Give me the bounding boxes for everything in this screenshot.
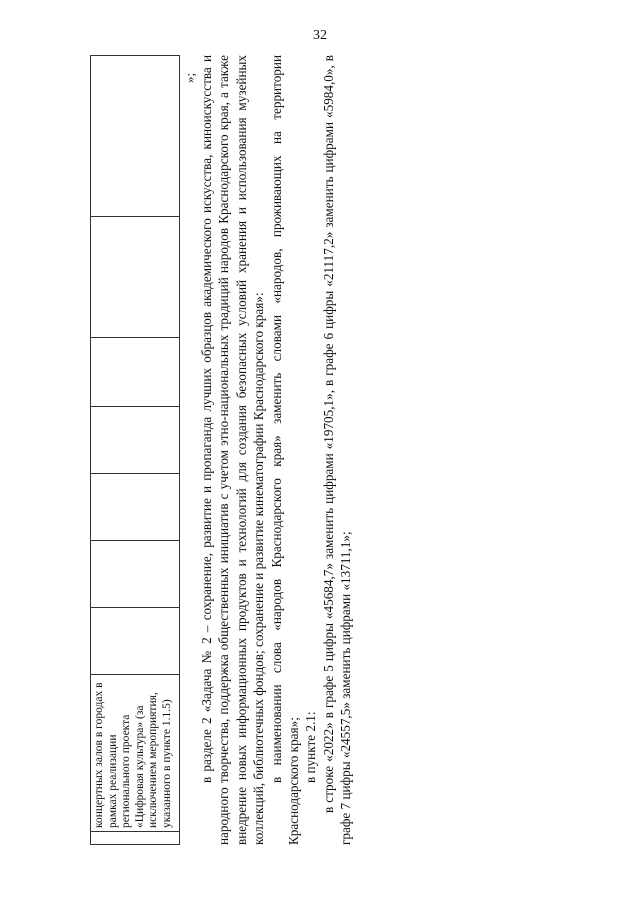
- paragraph: в пункте 2.1:: [303, 711, 319, 783]
- table-cell: [91, 474, 180, 541]
- paragraph: в разделе 2 «Задача № 2 – сохранение, развитие и пропаганда лучших образцов академического искусства, киноискусства и народного творчества, поддержка общественных инициатив с учетом этно-национальных традиций народов Краснодарского края, а также внедрение новых информационных продуктов и технологий для создания безопасных условий хранения и использования музейных коллекций, библиотечных фондов; сохранение и развитие кинематографии Краснодарского края»:: [199, 55, 267, 845]
- paragraph: в наименовании слова «народов Краснодарского края» заменить словами «народов, проживающих на территории Краснодарского края»;: [268, 55, 302, 845]
- table-cell: [91, 56, 180, 217]
- table-cell-description: [91, 675, 180, 832]
- rotated-content: [90, 55, 490, 845]
- event-description: концертных залов в городах в рамках реализации регионального проекта «Цифровая культура» (за исключением мероприятия, указанного в пункте 1.1.5): [93, 682, 173, 828]
- table-row: [91, 56, 180, 845]
- budget-table: [90, 55, 180, 845]
- closing-quote: »;: [182, 72, 197, 83]
- table-cell: [91, 338, 180, 407]
- table-cell: [91, 541, 180, 608]
- page-number: 32: [313, 28, 327, 43]
- table-cell: [91, 407, 180, 474]
- paragraph: в строке «2022» в графе 5 цифры «45684,7» заменить цифрами «19705,1», в графе 6 цифры «21117,2» заменить цифрами «5984,0», в графе 7 цифры «24557,5» заменить цифрами «13711,1»;: [320, 55, 354, 845]
- table-cell: [91, 217, 180, 338]
- amendment-text: [198, 55, 355, 845]
- table-cell: [91, 832, 180, 845]
- table-cell: [91, 608, 180, 675]
